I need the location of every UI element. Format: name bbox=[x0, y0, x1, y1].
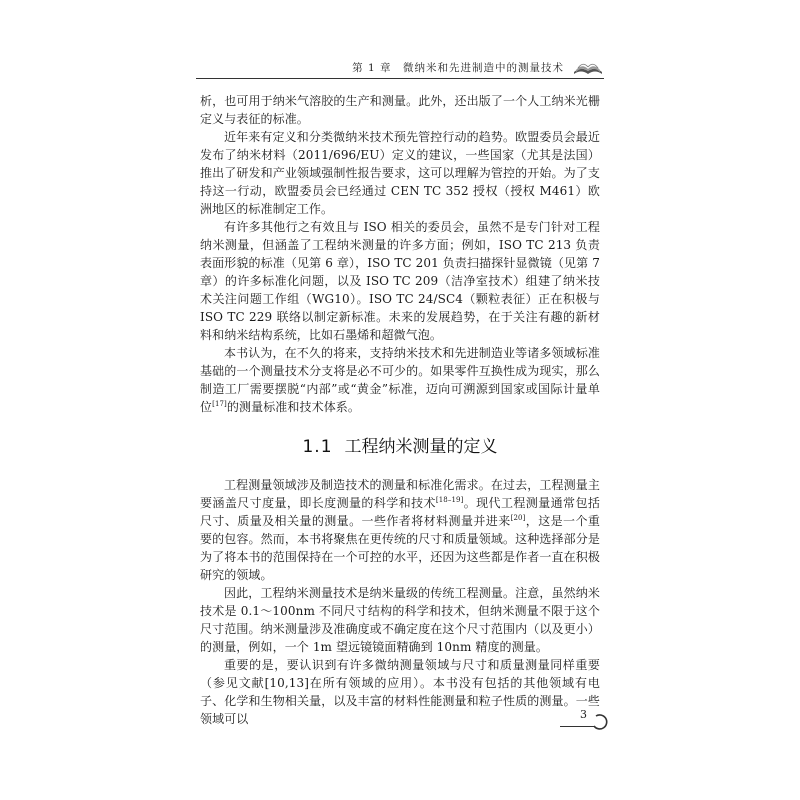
section-title: 工程纳米测量的定义 bbox=[344, 437, 498, 457]
paragraph-text: ，这是一个重要的包容。然而，本书将聚焦在更传统的尺寸和质量领域。这种选择部分是为了将本书的范围保持在一个可控的水平，还因为这些都是作者一直在积极研究的领域。 bbox=[200, 514, 600, 582]
paragraph: 有许多其他行之有效且与 ISO 相关的委员会，虽然不是专门针对工程纳米测量，但涵盖了工程纳米测量的许多方面；例如，ISO TC 213 负责表面形貌的标准（见第 6 章），ISO TC 201 负责扫描探针显微镜（见第 7 章）的许多标准化问题，以及 ISO TC 209（洁净室技术）组建了纳米技术关注问题工作组（WG10）。ISO TC 24/SC4（颗粒表征）正在积极与 ISO TC 229 联络以制定新标准。未来的发展趋势，在于关注有趣的新材料和纳米结构系统，比如石墨烯和超微气泡。 bbox=[200, 220, 600, 342]
paragraph-text: 的测量标准和技术体系。 bbox=[226, 400, 360, 414]
paragraph: 因此，工程纳米测量技术是纳米量级的传统工程测量。注意，虽然纳米技术是 0.1～100nm 不同尺寸结构的科学和技术，但纳米测量不限于这个尺寸范围。纳米测量涉及准确度或不确定度在这个尺寸范围内（以及更小）的测量，例如，一个 1m 望远镜镜面精确到 10nm 精度的测量。 bbox=[200, 586, 600, 654]
page-number: 3 bbox=[580, 708, 587, 721]
citation-ref: [18–19] bbox=[435, 496, 464, 504]
running-header bbox=[196, 56, 604, 80]
footer-arc-ornament bbox=[590, 712, 610, 732]
chapter-header-text: 第 1 章 微纳米和先进制造中的测量技术 bbox=[352, 62, 564, 74]
paragraph bbox=[200, 344, 600, 416]
paragraph bbox=[200, 476, 600, 584]
citation-ref: [17] bbox=[212, 400, 227, 408]
paragraph-text: 。现代工程测量通常包括尺寸、质量及相关量的测量。一些作者将材料测量并进来 bbox=[200, 496, 600, 528]
section-number: 1.1 bbox=[302, 437, 333, 457]
paragraph: 析，也可用于纳米气溶胶的生产和测量。此外，还出版了一个人工纳米光栅定义与表征的标准。 bbox=[200, 94, 600, 126]
footer-rule bbox=[560, 726, 594, 727]
citation-ref: [20] bbox=[510, 514, 526, 522]
page-footer bbox=[560, 706, 616, 736]
paragraph-text: 工程测量领域涉及制造技术的测量和标准化需求。在过去，工程测量主要涵盖尺寸度量，即长度测量的科学和技术 bbox=[200, 478, 600, 510]
paragraph-text: 本书认为，在不久的将来，支持纳米技术和先进制造业等诸多领域标准基础的一个测量技术分支将是必不可少的。如果零件互换性成为现实，那么制造工厂需要摆脱“内部”或“黄金”标准，迈向可溯源到国家或国际计量单位 bbox=[200, 346, 600, 414]
header-rule bbox=[196, 78, 604, 79]
paragraph: 重要的是，要认识到有许多微纳测量领域与尺寸和质量测量同样重要（参见文献[10,13]在所有领域的应用）。本书没有包括的其他领域有电子、化学和生物相关量，以及丰富的材料性能测量和粒子性质的测量。一些领域可以 bbox=[200, 658, 600, 726]
paragraph: 近年来有定义和分类微纳米技术预先管控行动的趋势。欧盟委员会最近发布了纳米材料（2011/696/EU）定义的建议，一些国家（尤其是法国）推出了研发和产业领域强制性报告要求，这可以理解为管控的开始。为了支持这一行动，欧盟委员会已经通过 CEN TC 352 授权（授权 M461）欧洲地区的标准制定工作。 bbox=[200, 130, 600, 216]
body-text bbox=[200, 92, 600, 728]
open-book-icon bbox=[572, 58, 604, 76]
section-heading bbox=[200, 436, 600, 458]
